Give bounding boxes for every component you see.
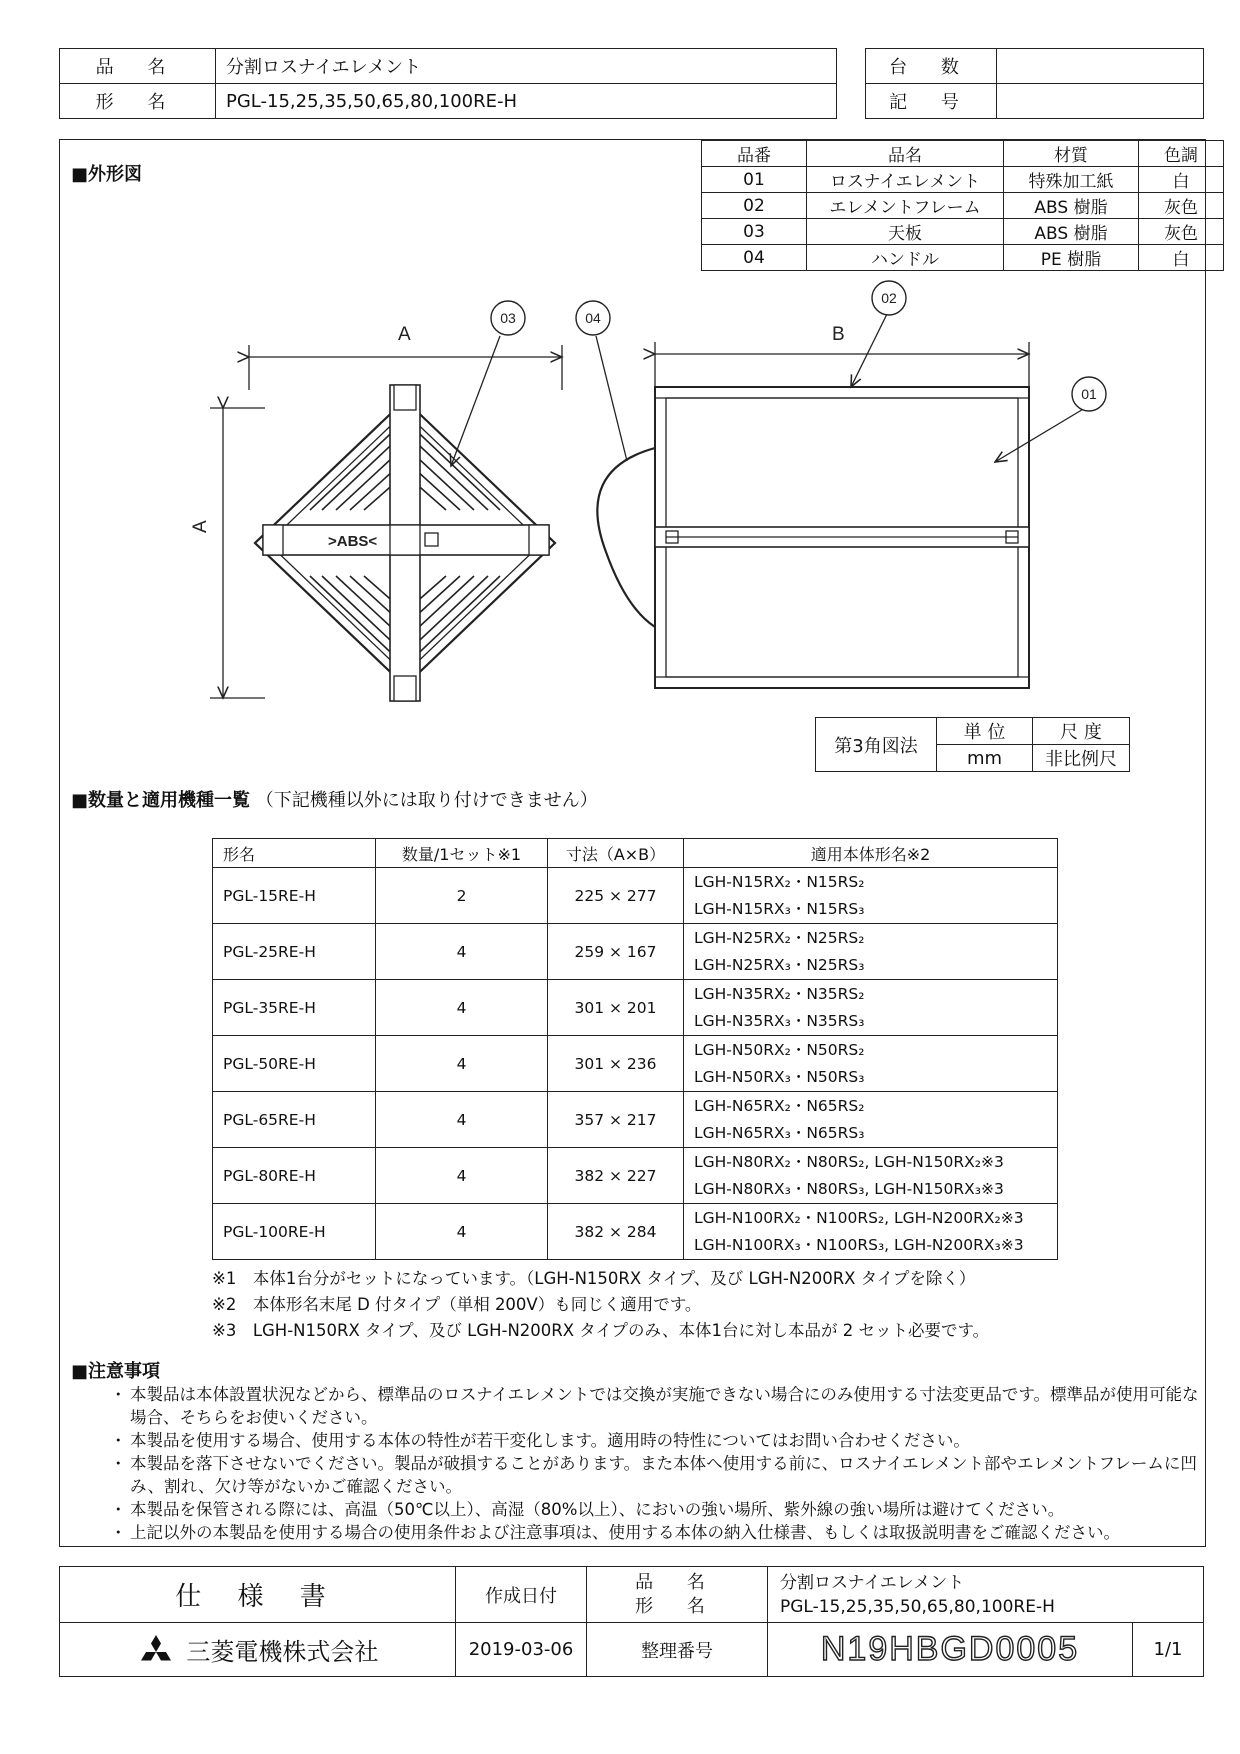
model-size: 301 × 201 [548, 980, 684, 1036]
footnote: ※2 本体形名末尾 D 付タイプ（単相 200V）も同じく適用です。 [212, 1295, 702, 1314]
dim-a-top: A [398, 324, 411, 345]
parts-cell: エレメントフレーム [807, 193, 1004, 219]
callout-02: 02 [881, 290, 897, 306]
page-number: 1/1 [1133, 1623, 1204, 1677]
parts-cell: ABS 樹脂 [1004, 219, 1139, 245]
notes-heading: ■注意事項 [71, 1361, 161, 1382]
outline-heading: ■外形図 [71, 164, 143, 185]
model-apply [684, 924, 1058, 980]
footer-model-label: 形 名 [635, 1595, 719, 1617]
apply-line: LGH-N35RX₂・N35RS₂ [694, 984, 865, 1003]
dim-b-top: B [832, 324, 845, 345]
model-apply [684, 1204, 1058, 1260]
footnote: ※1 本体1台分がセットになっています。（LGH-N150RX タイプ、及び LGH-N200RX タイプを除く） [212, 1269, 976, 1288]
model-value: PGL-15,25,35,50,65,80,100RE-H [216, 84, 837, 119]
model-name: PGL-100RE-H [213, 1204, 376, 1260]
parts-cell: 白 [1139, 167, 1224, 193]
callout-03: 03 [500, 310, 516, 326]
callout-04: 04 [585, 310, 601, 326]
models-heading: ■数量と適用機種一覧 [71, 790, 251, 811]
model-size: 301 × 236 [548, 1036, 684, 1092]
apply-line: LGH-N35RX₃・N35RS₃ [694, 1011, 865, 1030]
model-qty: 4 [376, 1036, 548, 1092]
apply-line: LGH-N15RX₃・N15RS₃ [694, 899, 865, 918]
created-label: 作成日付 [456, 1567, 587, 1623]
note-item: ・ 本製品を保管される際には、高温（50℃以上）、高湿（80%以上）、においの強い場所、紫外線の強い場所は避けてください。 [110, 1500, 1065, 1519]
company-cell [60, 1623, 456, 1677]
table-row [213, 1036, 1058, 1092]
product-name-value: 分割ロスナイエレメント [216, 49, 837, 84]
table-row [213, 1148, 1058, 1204]
name-model-values [768, 1567, 1204, 1623]
models-heading-note: （下記機種以外には取り付けできません） [255, 790, 598, 811]
note-item: ・ 本製品を使用する場合、使用する本体の特性が若干変化します。適用時の特性についてはお問い合わせください。 [110, 1431, 970, 1450]
models-table [212, 838, 1058, 1260]
model-name: PGL-15RE-H [213, 868, 376, 924]
footnote: ※3 LGH-N150RX タイプ、及び LGH-N200RX タイプのみ、本体1台に対し本品が 2 セット必要です。 [212, 1321, 990, 1340]
model-label: 形 名 [60, 84, 216, 119]
models-header-cell: 適用本体形名※2 [684, 839, 1058, 868]
projection-table [815, 717, 1130, 772]
parts-header-cell: 品番 [702, 141, 807, 167]
note-text: 本製品を保管される際には、高温（50℃以上）、高湿（80%以上）、においの強い場所、紫外線の強い場所は避けてください。 [130, 1500, 1065, 1519]
spec-title: 仕 様 書 [60, 1567, 456, 1623]
ref-label: 整理番号 [587, 1623, 768, 1677]
footer-product-name: 分割ロスナイエレメント [780, 1572, 965, 1593]
model-size: 357 × 217 [548, 1092, 684, 1148]
model-apply [684, 1148, 1058, 1204]
abs-mark: >ABS< [328, 533, 378, 550]
table-row [213, 1092, 1058, 1148]
note-text: 本製品は本体設置状況などから、標準品のロスナイエレメントでは交換が実施できない場合にのみ使用する寸法変更品です。標準品が使用可能な場合、そちらをお使いください。 [130, 1385, 1199, 1427]
table-row [213, 980, 1058, 1036]
symbol-label: 記 号 [866, 84, 997, 119]
apply-line: LGH-N80RX₂・N80RS₂, LGH-N150RX₂※3 [694, 1152, 1004, 1171]
ref-number: N19HBGD0005 [768, 1623, 1133, 1677]
model-qty: 4 [376, 980, 548, 1036]
parts-cell: ロスナイエレメント [807, 167, 1004, 193]
parts-cell: 02 [702, 193, 807, 219]
company-name: 三菱電機株式会社 [186, 1638, 379, 1666]
table-row [213, 1204, 1058, 1260]
notes-list [110, 1383, 1200, 1544]
model-name: PGL-50RE-H [213, 1036, 376, 1092]
apply-line: LGH-N100RX₃・N100RS₃, LGH-N200RX₃※3 [694, 1235, 1024, 1254]
name-model-labels [587, 1567, 768, 1623]
parts-cell: 04 [702, 245, 807, 271]
model-apply [684, 980, 1058, 1036]
model-name: PGL-35RE-H [213, 980, 376, 1036]
model-apply [684, 1092, 1058, 1148]
model-size: 382 × 227 [548, 1148, 684, 1204]
footer-table [59, 1566, 1204, 1677]
apply-line: LGH-N50RX₂・N50RS₂ [694, 1040, 865, 1059]
table-row [213, 924, 1058, 980]
model-name: PGL-25RE-H [213, 924, 376, 980]
parts-header-cell: 色調 [1139, 141, 1224, 167]
model-size: 225 × 277 [548, 868, 684, 924]
models-header-cell: 形名 [213, 839, 376, 868]
model-qty: 4 [376, 1092, 548, 1148]
models-header-row [213, 839, 1058, 868]
footer-product-label: 品 名 [635, 1571, 719, 1593]
model-qty: 2 [376, 868, 548, 924]
unit-label: 単 位 [937, 718, 1033, 745]
projection-method: 第3角図法 [816, 718, 937, 772]
model-name: PGL-65RE-H [213, 1092, 376, 1148]
parts-cell: ハンドル [807, 245, 1004, 271]
apply-line: LGH-N80RX₃・N80RS₃, LGH-N150RX₃※3 [694, 1179, 1004, 1198]
models-header-cell: 寸法（A×B） [548, 839, 684, 868]
parts-cell: 灰色 [1139, 193, 1224, 219]
model-qty: 4 [376, 1204, 548, 1260]
parts-cell: 03 [702, 219, 807, 245]
apply-line: LGH-N100RX₂・N100RS₂, LGH-N200RX₂※3 [694, 1208, 1024, 1227]
model-apply [684, 1036, 1058, 1092]
quantity-label: 台 数 [866, 49, 997, 84]
product-name-label: 品 名 [60, 49, 216, 84]
note-item: ・ 本製品を落下させないでください。製品が破損することがあります。また本体へ使用する前に、ロスナイエレメント部やエレメントフレームに凹み、割れ、欠け等がないかご確認ください。 [110, 1452, 1200, 1498]
model-qty: 4 [376, 1148, 548, 1204]
model-qty: 4 [376, 924, 548, 980]
parts-cell: PE 樹脂 [1004, 245, 1139, 271]
model-apply [684, 868, 1058, 924]
note-text: 上記以外の本製品を使用する場合の使用条件および注意事項は、使用する本体の納入仕様書、もしくは取扱説明書をご確認ください。 [130, 1523, 1120, 1542]
models-heading-line [71, 786, 598, 812]
note-text: 本製品を落下させないでください。製品が破損することがあります。また本体へ使用する前に、ロスナイエレメント部やエレメントフレームに凹み、割れ、欠け等がないかご確認ください。 [130, 1454, 1197, 1496]
model-size: 382 × 284 [548, 1204, 684, 1260]
parts-cell: 01 [702, 167, 807, 193]
models-header-cell: 数量/1セット※1 [376, 839, 548, 868]
table-row [213, 868, 1058, 924]
footnotes [212, 1266, 989, 1344]
apply-line: LGH-N15RX₂・N15RS₂ [694, 872, 865, 891]
parts-header-cell: 材質 [1004, 141, 1139, 167]
note-text: 本製品を使用する場合、使用する本体の特性が若干変化します。適用時の特性についてはお問い合わせください。 [130, 1431, 970, 1450]
outline-drawing [0, 0, 1240, 760]
apply-line: LGH-N65RX₃・N65RS₃ [694, 1123, 865, 1142]
parts-header-cell: 品名 [807, 141, 1004, 167]
parts-cell: 灰色 [1139, 219, 1224, 245]
apply-line: LGH-N25RX₃・N25RS₃ [694, 955, 865, 974]
mitsubishi-logo-icon [137, 1634, 175, 1666]
parts-cell: ABS 樹脂 [1004, 193, 1139, 219]
footer-model: PGL-15,25,35,50,65,80,100RE-H [780, 1596, 1055, 1617]
note-item: ・ 上記以外の本製品を使用する場合の使用条件および注意事項は、使用する本体の納入仕様書、もしくは取扱説明書をご確認ください。 [110, 1523, 1120, 1542]
model-size: 259 × 167 [548, 924, 684, 980]
model-name: PGL-80RE-H [213, 1148, 376, 1204]
parts-cell: 白 [1139, 245, 1224, 271]
created-date: 2019-03-06 [456, 1623, 587, 1677]
scale-label: 尺 度 [1033, 718, 1130, 745]
note-item: ・ 本製品は本体設置状況などから、標準品のロスナイエレメントでは交換が実施できない場合にのみ使用する寸法変更品です。標準品が使用可能な場合、そちらをお使いください。 [110, 1385, 1199, 1427]
scale-value: 非比例尺 [1033, 745, 1130, 772]
apply-line: LGH-N65RX₂・N65RS₂ [694, 1096, 865, 1115]
parts-cell: 特殊加工紙 [1004, 167, 1139, 193]
unit-value: mm [937, 745, 1033, 772]
apply-line: LGH-N50RX₃・N50RS₃ [694, 1067, 865, 1086]
parts-cell: 天板 [807, 219, 1004, 245]
apply-line: LGH-N25RX₂・N25RS₂ [694, 928, 865, 947]
callout-01: 01 [1081, 386, 1097, 402]
dim-a-side: A [190, 520, 211, 533]
